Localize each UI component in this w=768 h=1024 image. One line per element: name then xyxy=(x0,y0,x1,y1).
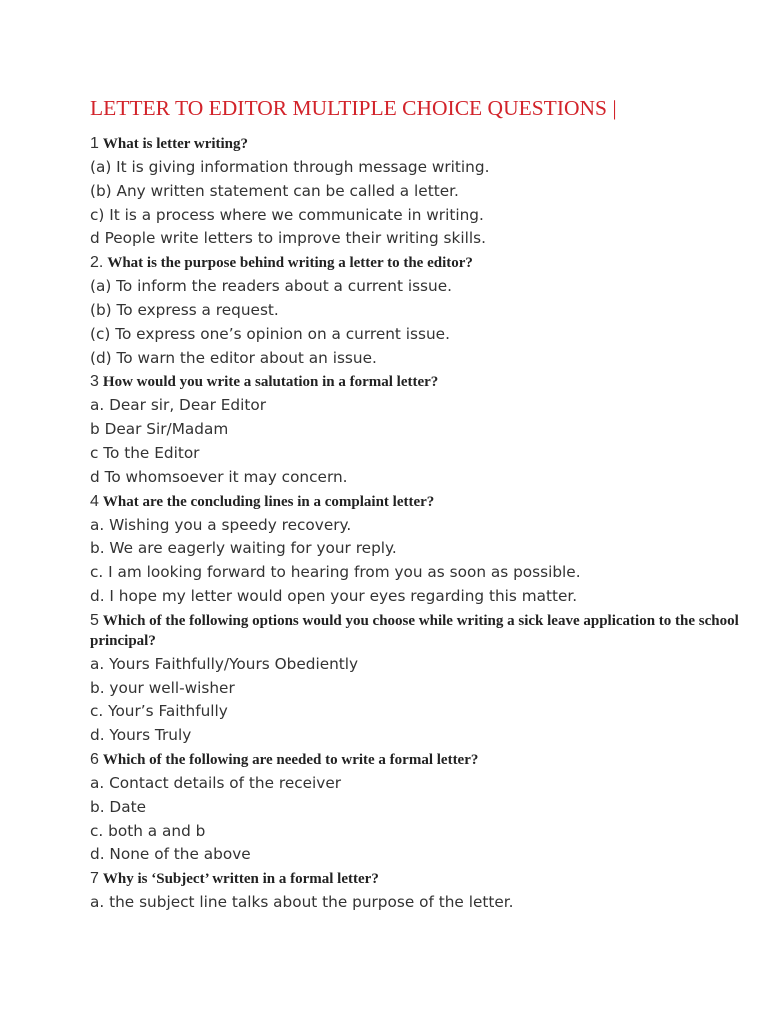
question-line xyxy=(90,611,750,651)
question-list xyxy=(90,134,750,915)
question-text: Which of the following options would you choose while writing a sick leave application to the school principal? xyxy=(90,612,739,649)
question-number: 7 xyxy=(90,870,99,888)
answer-option: d. None of the above xyxy=(90,845,251,864)
question-text: What is letter writing? xyxy=(102,136,249,152)
answer-option: b. Date xyxy=(90,797,146,816)
answer-option: d. Yours Truly xyxy=(90,726,192,745)
answer-option: b. your well-wisher xyxy=(90,678,235,697)
question-block xyxy=(90,750,750,867)
question-number: 5 xyxy=(90,611,99,629)
document-page xyxy=(90,93,750,915)
answer-option: c. both a and b xyxy=(90,821,206,840)
answer-option: d People write letters to improve their writing skills. xyxy=(90,229,486,248)
question-line xyxy=(90,134,750,154)
question-text: Why is ‘Subject’ written in a formal letter? xyxy=(102,871,379,888)
answer-option: b Dear Sir/Madam xyxy=(90,420,229,439)
answer-option: c To the Editor xyxy=(90,443,200,462)
question-text: How would you write a salutation in a formal letter? xyxy=(102,374,439,391)
question-number: 1 xyxy=(90,135,99,152)
question-number: 6 xyxy=(90,750,99,768)
question-block xyxy=(90,372,750,489)
answer-option: a. Wishing you a speedy recovery. xyxy=(90,515,352,534)
answer-option: c. I am looking forward to hearing from you as soon as possible. xyxy=(90,563,581,582)
question-text: What are the concluding lines in a complaint letter? xyxy=(102,493,435,510)
answer-option: c) It is a process where we communicate in writing. xyxy=(90,205,484,224)
question-number: 3 xyxy=(90,373,99,391)
answer-option: (b) To express a request. xyxy=(90,300,279,319)
question-block xyxy=(90,253,750,370)
answer-option: (a) It is giving information through message writing. xyxy=(90,158,490,176)
question-block xyxy=(90,492,750,609)
question-block xyxy=(90,611,750,748)
answer-option: (d) To warn the editor about an issue. xyxy=(90,348,377,367)
question-line xyxy=(90,750,750,770)
answer-option: c. Your’s Faithfully xyxy=(90,702,228,721)
question-block xyxy=(90,869,750,915)
answer-option: (c) To express one’s opinion on a current issue. xyxy=(90,324,450,343)
answer-option: a. Contact details of the receiver xyxy=(90,773,342,792)
answer-option: a. Yours Faithfully/Yours Obediently xyxy=(90,654,359,673)
question-number: 4 xyxy=(90,492,99,510)
question-line xyxy=(90,372,750,392)
question-number: 2. xyxy=(90,254,104,272)
answer-option: d. I hope my letter would open your eyes regarding this matter. xyxy=(90,586,578,605)
question-line xyxy=(90,869,750,889)
answer-option: b. We are eagerly waiting for your reply. xyxy=(90,539,397,558)
question-text: What is the purpose behind writing a letter to the editor? xyxy=(107,255,473,272)
document-title: LETTER TO EDITOR MULTIPLE CHOICE QUESTIONS | xyxy=(90,96,617,120)
question-block xyxy=(90,134,750,251)
answer-option: d To whomsoever it may concern. xyxy=(90,467,348,486)
question-line xyxy=(90,492,750,512)
question-text: Which of the following are needed to write a formal letter? xyxy=(102,751,479,768)
answer-option: a. the subject line talks about the purpose of the letter. xyxy=(90,893,514,912)
answer-option: (a) To inform the readers about a current issue. xyxy=(90,277,452,296)
answer-option: (b) Any written statement can be called a letter. xyxy=(90,181,459,200)
question-line xyxy=(90,253,750,273)
answer-option: a. Dear sir, Dear Editor xyxy=(90,396,267,415)
